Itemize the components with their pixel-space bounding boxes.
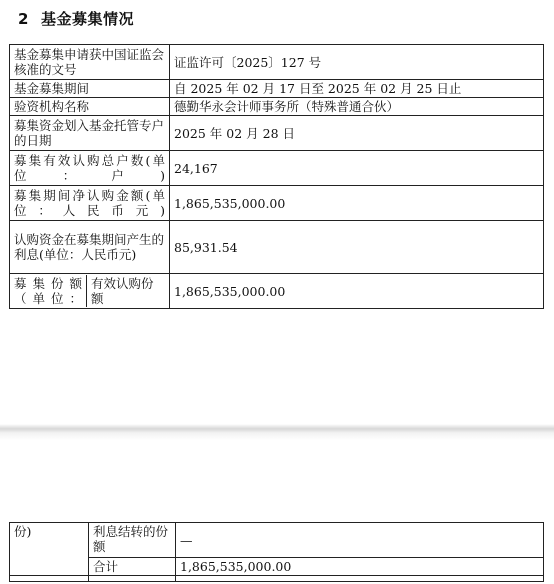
total-value: 1,865,535,000.00 bbox=[176, 558, 544, 576]
row-value: 1,865,535,000.00 bbox=[170, 186, 544, 221]
row-label: 募集有效认购总户数(单位：户) bbox=[10, 151, 170, 186]
share-label-type: 有效认购份额 bbox=[91, 276, 154, 306]
row-label: 基金募集期间 bbox=[10, 80, 170, 98]
section-number: 2 bbox=[18, 10, 29, 28]
share-label-cell bbox=[10, 274, 170, 309]
table-row bbox=[10, 186, 544, 221]
table-row bbox=[10, 45, 544, 80]
section-title: 基金募集情况 bbox=[40, 10, 134, 28]
total-label: 合计 bbox=[89, 558, 176, 576]
row-value: 1,865,535,000.00 bbox=[170, 274, 544, 309]
row-label: 验资机构名称 bbox=[10, 98, 170, 116]
row-value: 德勤华永会计师事务所（特殊普通合伙） bbox=[170, 98, 544, 116]
table-row bbox=[10, 151, 544, 186]
cut-cell bbox=[89, 576, 176, 582]
share-label-continued: 份) bbox=[10, 523, 89, 576]
fund-raising-table-continued bbox=[9, 522, 544, 582]
table-row-cut bbox=[10, 576, 544, 582]
row-value: 证监许可〔2025〕127 号 bbox=[170, 45, 544, 80]
row-label: 基金募集申请获中国证监会核准的文号 bbox=[10, 45, 170, 80]
interest-share-label: 利息结转的份额 bbox=[89, 523, 176, 558]
cut-cell bbox=[176, 576, 544, 582]
row-value: 85,931.54 bbox=[170, 221, 544, 274]
row-value: 2025 年 02 月 28 日 bbox=[170, 116, 544, 151]
page-break-divider bbox=[0, 424, 554, 440]
table-row bbox=[10, 80, 544, 98]
share-label-unit: 募集份额（单位： bbox=[10, 275, 87, 307]
row-value: 自 2025 年 02 月 17 日至 2025 年 02 月 25 日止 bbox=[170, 80, 544, 98]
table-row bbox=[10, 98, 544, 116]
interest-share-value: — bbox=[176, 523, 544, 558]
table-row bbox=[10, 274, 544, 309]
table-row bbox=[10, 558, 544, 576]
section-heading bbox=[18, 8, 134, 29]
table-row bbox=[10, 116, 544, 151]
row-label: 认购资金在募集期间产生的利息(单位：人民币元) bbox=[10, 221, 170, 274]
table-row bbox=[10, 523, 544, 558]
fund-raising-table bbox=[9, 44, 544, 309]
table-row bbox=[10, 221, 544, 274]
row-label: 募集期间净认购金额(单位：人民币元) bbox=[10, 186, 170, 221]
row-label: 募集资金划入基金托管专户的日期 bbox=[10, 116, 170, 151]
row-value: 24,167 bbox=[170, 151, 544, 186]
cut-cell bbox=[10, 576, 89, 582]
